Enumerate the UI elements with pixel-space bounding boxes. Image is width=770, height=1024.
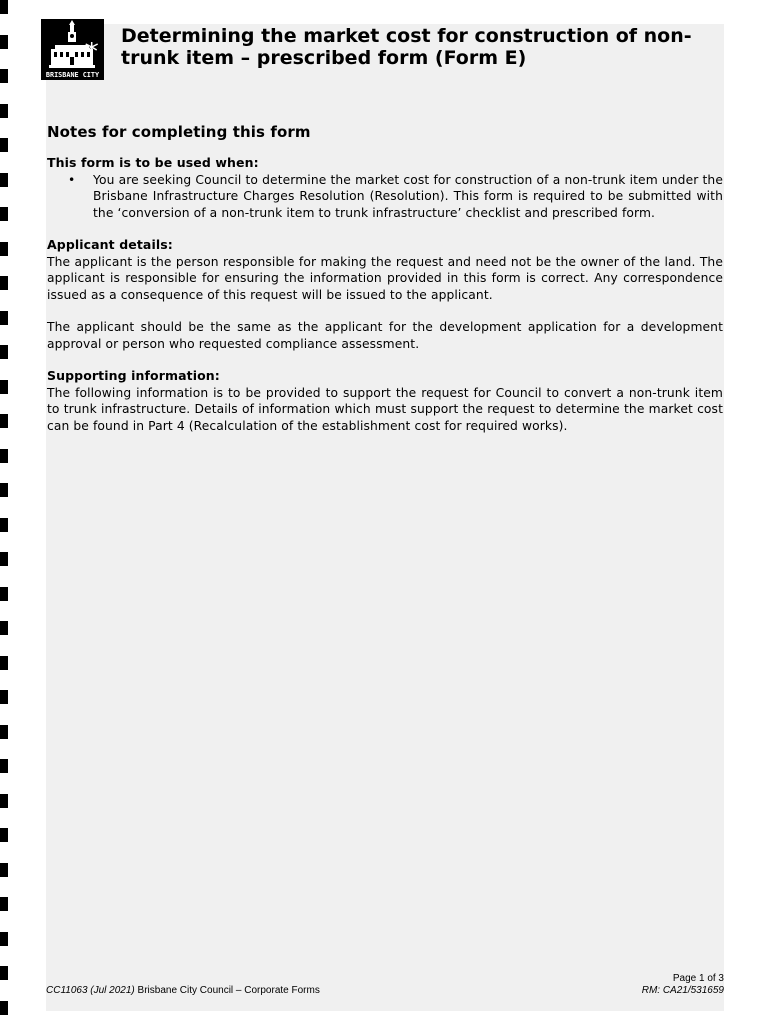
- edge-mark: [0, 897, 8, 911]
- page-footer: [46, 972, 724, 1002]
- footer-page-info: [642, 973, 724, 997]
- edge-mark: [0, 828, 8, 842]
- bullet-icon: •: [68, 172, 76, 187]
- page-number: Page 1 of 3: [672, 973, 724, 984]
- footer-org: Brisbane City Council – Corporate Forms: [134, 985, 320, 996]
- edge-mark: [0, 656, 8, 670]
- edge-mark: [0, 276, 8, 290]
- usage-list: [47, 172, 723, 222]
- edge-mark: [0, 483, 8, 497]
- applicant-paragraph-2: The applicant should be the same as the applicant for the development application for a development approval or person who requested compliance assessment.: [47, 320, 723, 351]
- edge-mark: [0, 759, 8, 773]
- edge-mark: [0, 380, 8, 394]
- brisbane-city-logo: [41, 19, 104, 80]
- record-number: RM: CA21/531659: [641, 985, 724, 996]
- edge-mark: [0, 311, 8, 325]
- form-code: CC11063 (Jul 2021): [46, 985, 135, 996]
- edge-mark: [0, 725, 8, 739]
- edge-mark: [0, 863, 8, 877]
- edge-mark: [0, 518, 8, 532]
- usage-heading: This form is to be used when:: [47, 155, 259, 170]
- edge-mark: [0, 242, 8, 256]
- binding-edge-marks: [0, 0, 8, 1024]
- edge-mark: [0, 104, 8, 118]
- notes-section: [47, 123, 723, 434]
- edge-mark: [0, 1001, 8, 1015]
- edge-mark: [0, 173, 8, 187]
- supporting-paragraph: The following information is to be provided to support the request for Council to convert a non-trunk item to trunk infrastructure. Details of information which must support the request to determine the market cost can be found in Part 4 (Recalculation of the establishment cost for required works).: [47, 385, 723, 433]
- edge-mark: [0, 345, 8, 359]
- edge-mark: [0, 69, 8, 83]
- edge-mark: [0, 138, 8, 152]
- edge-mark: [0, 449, 8, 463]
- supporting-heading: Supporting information:: [47, 368, 220, 383]
- edge-mark: [0, 552, 8, 566]
- logo-wordmark: BRISBANE CITY: [45, 71, 100, 79]
- form-title: Determining the market cost for construction of non-trunk item – prescribed form (Form E): [121, 25, 692, 69]
- edge-mark: [0, 690, 8, 704]
- edge-mark: [0, 35, 8, 49]
- edge-mark: [0, 0, 8, 14]
- list-item-text: You are seeking Council to determine the market cost for construction of a non-trunk item under the Brisbane Infrastructure Charges Resolution (Resolution). This form is required to be submitted with the ‘conversion of a non-trunk item to trunk infrastructure’ checklist and prescribed form.: [93, 172, 723, 220]
- edge-mark: [0, 794, 8, 808]
- edge-mark: [0, 414, 8, 428]
- applicant-paragraph-1: The applicant is the person responsible for making the request and need not be the owner of the land. The applicant is responsible for ensuring the information provided in this form is correct. Any correspondence issued as a consequence of this request will be issued to the applicant.: [47, 254, 723, 302]
- applicant-heading: Applicant details:: [47, 237, 173, 252]
- edge-mark: [0, 587, 8, 601]
- edge-mark: [0, 207, 8, 221]
- list-item: [47, 172, 723, 222]
- edge-mark: [0, 932, 8, 946]
- edge-mark: [0, 966, 8, 980]
- edge-mark: [0, 621, 8, 635]
- footer-form-info: [46, 985, 320, 997]
- notes-heading: Notes for completing this form: [47, 123, 311, 141]
